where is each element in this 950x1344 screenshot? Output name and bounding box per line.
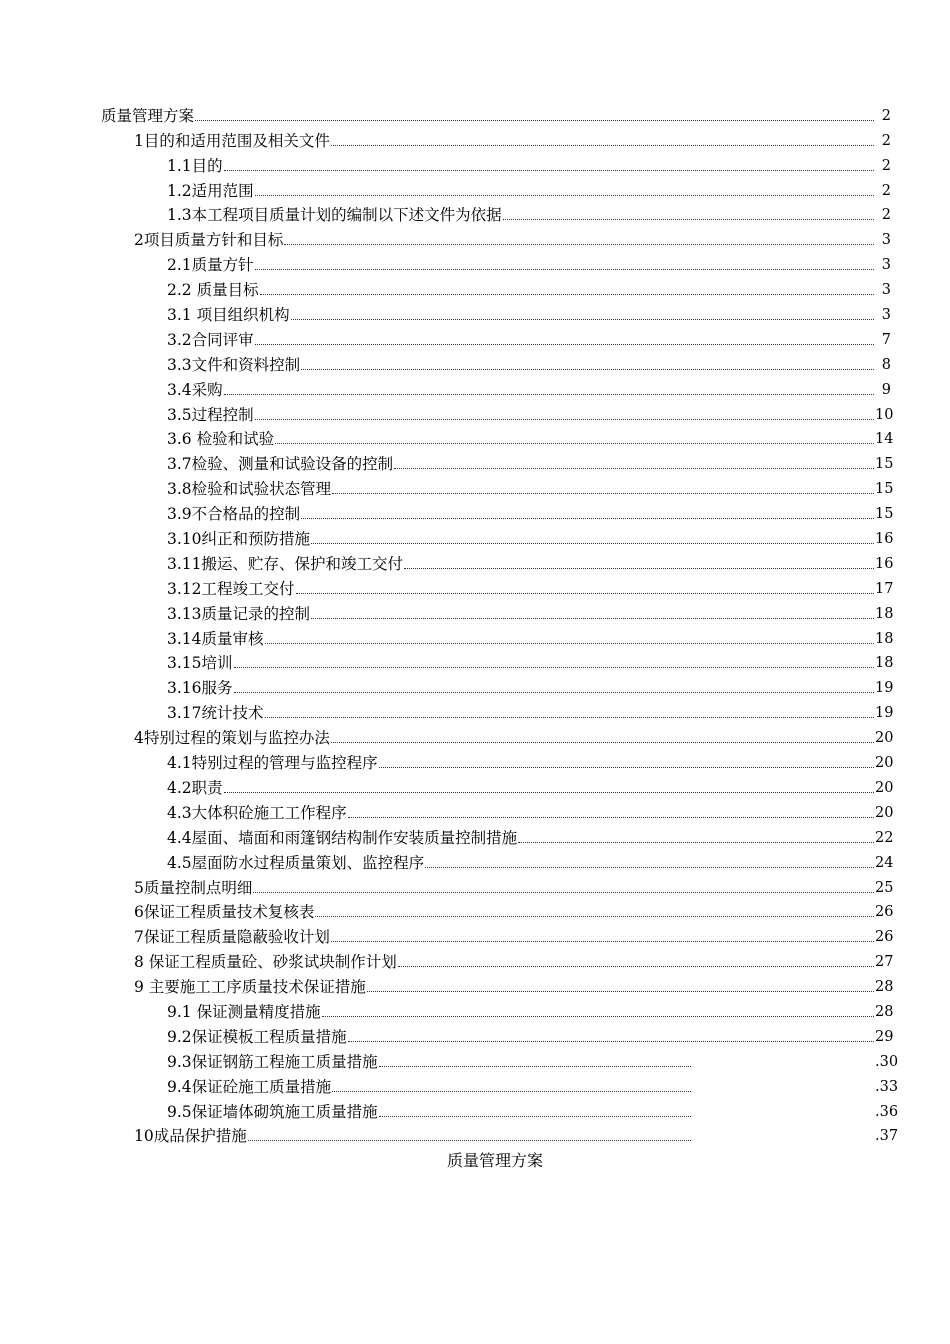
toc-entry[interactable] — [0, 673, 950, 698]
toc-entry-page: 24 — [875, 854, 894, 871]
toc-dot-leader — [301, 369, 874, 370]
toc-dot-leader — [379, 1066, 691, 1067]
toc-entry-page: 20 — [875, 804, 894, 821]
toc-entry-page: 14 — [875, 431, 894, 448]
toc-dot-leader — [265, 643, 874, 644]
toc-entry-title: 9.4保证砼施工质量措施 — [167, 1077, 332, 1096]
toc-dot-leader — [379, 767, 874, 768]
toc-entry[interactable] — [0, 947, 950, 972]
toc-entry[interactable] — [0, 350, 950, 375]
toc-entry-title: 3.11搬运、贮存、保护和竣工交付 — [167, 554, 404, 573]
toc-dot-leader — [255, 344, 874, 345]
toc-entry-title: 质量管理方案 — [101, 106, 195, 125]
toc-entry[interactable] — [0, 375, 950, 400]
toc-entry-page: 19 — [875, 680, 894, 697]
toc-entry-title: 3.4采购 — [167, 380, 223, 399]
toc-entry[interactable] — [0, 997, 950, 1022]
toc-entry[interactable] — [0, 151, 950, 176]
toc-entry-title: 9.3保证钢筋工程施工质量措施 — [167, 1052, 378, 1071]
toc-entry-page: 15 — [875, 481, 894, 498]
toc-entry[interactable] — [0, 201, 950, 226]
toc-entry-page: 16 — [875, 555, 894, 572]
toc-entry[interactable] — [0, 176, 950, 201]
toc-dot-leader — [275, 443, 874, 444]
toc-entry-page: 2 — [881, 207, 891, 224]
toc-entry-page: 18 — [875, 605, 894, 622]
toc-dot-leader — [195, 120, 874, 121]
toc-entry-title: 1.3本工程项目质量计划的编制以下述文件为依据 — [167, 206, 502, 225]
toc-entry-title: 4.5屋面防水过程质量策划、监控程序 — [167, 853, 425, 872]
toc-entry[interactable] — [0, 848, 950, 873]
toc-entry-page: .37 — [875, 1128, 899, 1145]
toc-entry-title: 4.2职责 — [167, 778, 223, 797]
toc-entry-title: 2.1质量方针 — [167, 256, 254, 275]
toc-entry-title: 3.12工程竣工交付 — [167, 579, 295, 598]
toc-entry[interactable] — [0, 225, 950, 250]
toc-dot-leader — [398, 966, 874, 967]
toc-entry-title: 3.3文件和资料控制 — [167, 355, 301, 374]
toc-dot-leader — [331, 145, 874, 146]
toc-entry-page: 20 — [875, 730, 894, 747]
toc-entry-page: 18 — [875, 655, 894, 672]
toc-entry-title: 6保证工程质量技术复核表 — [134, 903, 315, 922]
toc-entry[interactable] — [0, 574, 950, 599]
toc-entry-title: 3.8检验和试验状态管理 — [167, 480, 332, 499]
toc-entry-title: 2.2 质量目标 — [167, 281, 259, 300]
toc-entry-title: 3.10纠正和预防措施 — [167, 530, 311, 549]
toc-entry[interactable] — [0, 524, 950, 549]
toc-entry-page: 28 — [875, 979, 894, 996]
toc-entry-title: 3.13质量记录的控制 — [167, 604, 311, 623]
toc-entry[interactable] — [0, 823, 950, 848]
toc-entry-title: 1.1目的 — [167, 156, 223, 175]
toc-dot-leader — [224, 792, 874, 793]
toc-entry[interactable] — [0, 698, 950, 723]
toc-dot-leader — [425, 867, 874, 868]
toc-entry[interactable] — [0, 898, 950, 923]
toc-entry-title: 3.2合同评审 — [167, 330, 254, 349]
toc-entry-title: 4.1特别过程的管理与监控程序 — [167, 754, 378, 773]
table-of-contents — [0, 101, 950, 1146]
toc-dot-leader — [296, 593, 874, 594]
toc-entry[interactable] — [0, 1022, 950, 1047]
toc-entry[interactable] — [0, 449, 950, 474]
toc-entry[interactable] — [0, 723, 950, 748]
toc-dot-leader — [311, 618, 874, 619]
toc-dot-leader — [234, 692, 874, 693]
toc-dot-leader — [322, 1016, 874, 1017]
toc-entry-title: 9.2保证模板工程质量措施 — [167, 1027, 347, 1046]
toc-entry[interactable] — [0, 400, 950, 425]
toc-entry-page: 15 — [875, 456, 894, 473]
toc-dot-leader — [348, 817, 874, 818]
toc-entry-page: 16 — [875, 531, 894, 548]
toc-entry-title: 9.5保证墙体砌筑施工质量措施 — [167, 1102, 378, 1121]
toc-dot-leader — [315, 916, 874, 917]
toc-entry-title: 9.1 保证测量精度措施 — [167, 1002, 321, 1021]
toc-entry[interactable] — [0, 1097, 950, 1122]
toc-entry-page: 10 — [875, 406, 894, 423]
toc-entry[interactable] — [0, 599, 950, 624]
toc-entry-title: 9 主要施工工序质量技术保证措施 — [134, 978, 366, 997]
toc-entry-title: 7保证工程质量隐蔽验收计划 — [134, 928, 330, 947]
toc-entry-title: 5质量控制点明细 — [134, 878, 253, 897]
toc-dot-leader — [301, 518, 874, 519]
toc-entry-page: 2 — [881, 182, 891, 199]
toc-entry-title: 3.6 检验和试验 — [167, 430, 275, 449]
toc-entry-page: 29 — [875, 1028, 894, 1045]
toc-entry-page: 20 — [875, 779, 894, 796]
toc-entry-title: 3.5过程控制 — [167, 405, 254, 424]
toc-dot-leader — [332, 1091, 691, 1092]
toc-dot-leader — [331, 742, 874, 743]
toc-entry-page: 18 — [875, 630, 894, 647]
toc-entry[interactable] — [0, 275, 950, 300]
toc-entry-title: 3.15培训 — [167, 654, 233, 673]
toc-entry-page: 3 — [881, 232, 891, 249]
document-title: 质量管理方案 — [446, 1151, 543, 1170]
toc-dot-leader — [291, 319, 874, 320]
toc-entry[interactable] — [0, 624, 950, 649]
toc-entry-page: 2 — [881, 107, 891, 124]
toc-entry[interactable] — [0, 748, 950, 773]
toc-entry-page: 26 — [875, 904, 894, 921]
toc-entry[interactable] — [0, 425, 950, 450]
toc-entry-title: 4特别过程的策划与监控办法 — [134, 729, 330, 748]
toc-entry-title: 1目的和适用范围及相关文件 — [134, 131, 330, 150]
toc-dot-leader — [348, 1041, 874, 1042]
toc-entry[interactable] — [0, 250, 950, 275]
toc-entry-page: 2 — [881, 157, 891, 174]
toc-entry-page: 19 — [875, 705, 894, 722]
toc-entry[interactable] — [0, 649, 950, 674]
toc-entry-page: 9 — [881, 381, 891, 398]
toc-entry-page: .36 — [875, 1103, 899, 1120]
toc-dot-leader — [394, 468, 874, 469]
toc-entry[interactable] — [0, 798, 950, 823]
toc-entry-page: 27 — [875, 954, 894, 971]
toc-entry[interactable] — [0, 549, 950, 574]
toc-entry[interactable] — [0, 1047, 950, 1072]
toc-entry-page: 3 — [881, 282, 891, 299]
toc-dot-leader — [404, 568, 874, 569]
toc-entry-title: 1.2适用范围 — [167, 181, 254, 200]
toc-entry-title: 2项目质量方针和目标 — [134, 231, 284, 250]
toc-entry-title: 3.9不合格品的控制 — [167, 505, 301, 524]
toc-entry[interactable] — [0, 101, 950, 126]
toc-entry-page: 28 — [875, 1003, 894, 1020]
toc-entry-title: 4.4屋面、墙面和雨篷钢结构制作安装质量控制措施 — [167, 828, 518, 847]
toc-dot-leader — [224, 170, 874, 171]
toc-entry-title: 10成品保护措施 — [134, 1127, 247, 1146]
toc-dot-leader — [367, 991, 874, 992]
toc-entry-title: 3.1 项目组织机构 — [167, 306, 290, 325]
toc-dot-leader — [234, 667, 874, 668]
toc-entry[interactable] — [0, 873, 950, 898]
toc-entry[interactable] — [0, 126, 950, 151]
toc-dot-leader — [224, 394, 874, 395]
toc-dot-leader — [284, 244, 874, 245]
toc-dot-leader — [503, 219, 874, 220]
toc-entry[interactable] — [0, 499, 950, 524]
toc-entry[interactable] — [0, 922, 950, 947]
toc-entry[interactable] — [0, 1122, 950, 1147]
toc-entry-title: 3.17统计技术 — [167, 704, 264, 723]
toc-entry-page: 3 — [881, 257, 891, 274]
toc-entry[interactable] — [0, 325, 950, 350]
toc-dot-leader — [255, 269, 874, 270]
toc-entry-page: 3 — [881, 307, 891, 324]
toc-dot-leader — [248, 1140, 691, 1141]
toc-entry-page: 25 — [875, 879, 894, 896]
toc-entry-page: 15 — [875, 506, 894, 523]
toc-dot-leader — [255, 419, 874, 420]
toc-entry-page: 17 — [875, 580, 894, 597]
toc-entry-page: 20 — [875, 755, 894, 772]
toc-dot-leader — [518, 842, 874, 843]
toc-dot-leader — [311, 543, 874, 544]
toc-entry-title: 8 保证工程质量砼、砂浆试块制作计划 — [134, 953, 397, 972]
toc-entry-title: 3.7检验、测量和试验设备的控制 — [167, 455, 394, 474]
toc-entry-page: 22 — [875, 829, 894, 846]
toc-dot-leader — [255, 195, 874, 196]
toc-entry-title: 3.16服务 — [167, 679, 233, 698]
toc-dot-leader — [331, 941, 874, 942]
toc-entry-page: .30 — [875, 1053, 899, 1070]
toc-entry[interactable] — [0, 1072, 950, 1097]
toc-dot-leader — [265, 717, 874, 718]
toc-entry-page: 7 — [881, 331, 891, 348]
toc-entry-page: 26 — [875, 929, 894, 946]
toc-dot-leader — [260, 294, 874, 295]
toc-entry-title: 3.14质量审核 — [167, 629, 264, 648]
toc-dot-leader — [253, 892, 874, 893]
toc-entry-page: 2 — [881, 132, 891, 149]
toc-entry[interactable] — [0, 972, 950, 997]
toc-entry[interactable] — [0, 773, 950, 798]
toc-entry[interactable] — [0, 474, 950, 499]
toc-dot-leader — [332, 493, 874, 494]
toc-entry[interactable] — [0, 300, 950, 325]
toc-entry-page: .33 — [875, 1078, 899, 1095]
toc-entry-page: 8 — [881, 356, 891, 373]
toc-entry-title: 4.3大体积砼施工工作程序 — [167, 803, 347, 822]
toc-dot-leader — [379, 1116, 691, 1117]
